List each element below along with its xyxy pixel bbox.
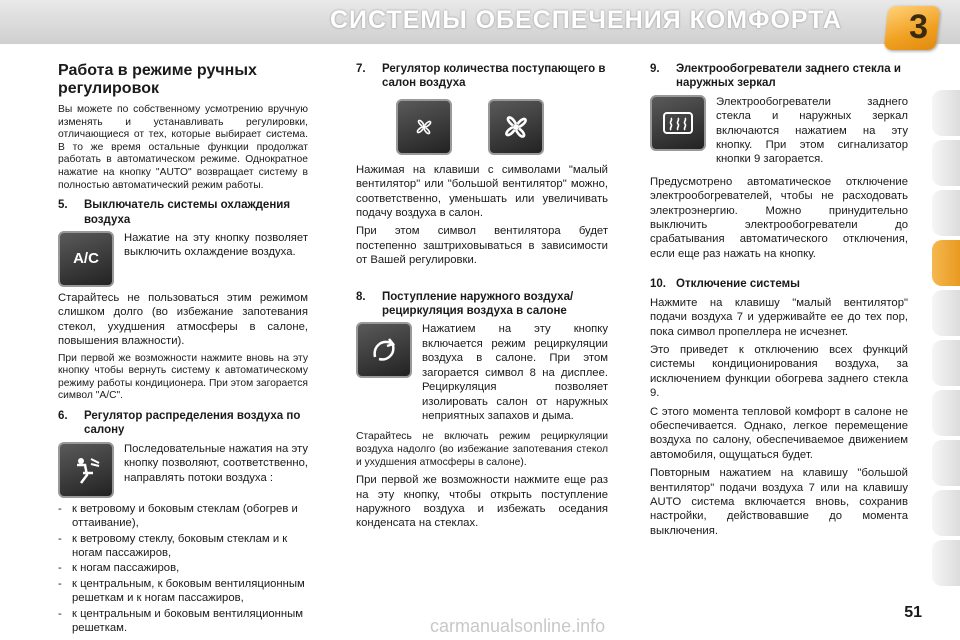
side-tab[interactable] — [932, 140, 960, 186]
rear-defrost-icon — [650, 95, 706, 151]
paragraph: Нажатие на эту кнопку позволяет выключить охлаждение воздуха. — [124, 231, 308, 259]
paragraph: С этого момента тепловой комфорт в салоне не обеспечивается. Однако, легкое перемещение воздуха по салону, обеспечиваемое движением автомобиля, ощущаться будет. — [650, 405, 908, 461]
section-title-text: Выключатель системы охлаждения воздуха — [84, 199, 291, 226]
paragraph: При этом символ вентилятора будет постепенно заштриховываться в зависимости от Вашей регулировки. — [356, 225, 608, 267]
paragraph: Нажимая на клавиши с символами "малый вентилятор" или "большой вентилятор" можно, соответственно, уменьшать или увеличивать подачу воздуха в салон. — [356, 163, 608, 220]
section-9-title — [650, 62, 908, 91]
side-tab[interactable] — [932, 290, 960, 336]
chapter-number: 3 — [909, 8, 928, 46]
paragraph: Электрообогреватели заднего стекла и наружных зеркал включаются нажатием на эту кнопку. При этом сигнализатор кнопки 9 загорается. — [716, 95, 908, 166]
section-7-title — [356, 62, 608, 91]
paragraph: Старайтесь не пользоваться этим режимом слишком долго (во избежание запотевания стекол, ухудшения атмосферы в салоне, повышения влажности). — [58, 291, 308, 348]
ac-button-icon — [58, 231, 114, 287]
section-10-title — [650, 277, 908, 291]
section-heading: Работа в режиме ручных регулировок — [58, 62, 257, 97]
column-1 — [58, 62, 308, 636]
section-title-text: Регулятор распределения воздуха по салону — [84, 409, 301, 437]
list-item: - к центральным, к боковым вентиляционным решеткам и к ногам пассажиров, — [58, 577, 305, 605]
side-tab[interactable] — [932, 390, 960, 436]
rear-defrost-block — [650, 95, 908, 171]
page-number: 51 — [904, 604, 922, 621]
side-tab[interactable] — [932, 90, 960, 136]
paragraph: Повторным нажатием на клавишу "большой вентилятор" подачи воздуха 7 или на клавишу AUTO система включается вновь, сохранив настройки, действовавшие до момента выключения. — [650, 467, 908, 537]
section-number: 7. — [356, 63, 366, 75]
paragraph: Предусмотрено автоматическое отключение электрообогревателей, чтобы не расходовать электроэнергию. Можно принудительно выключить электрообогреватели до срабатывания автоматического отключения, если еще раз нажать на кнопку. — [650, 175, 908, 260]
paragraph: При первой же возможности нажмите еще раз на эту кнопку, чтобы открыть поступление наружного воздуха и избежать оседания конденсата на стеклах. — [356, 474, 608, 530]
section-number: 8. — [356, 290, 366, 303]
recirculation-icon — [356, 322, 412, 378]
paragraph: Нажатием на эту кнопку включается режим рециркуляции воздуха в салоне. При этом загорается символ 8 на дисплее. Рециркуляция позволяет изолировать салон от наружных неприятных запахов и дыма. — [422, 323, 608, 422]
list-item: - к ногам пассажиров, — [58, 562, 180, 575]
small-fan-icon — [396, 99, 452, 155]
list-item: - к центральным и боковым вентиляционным решеткам. — [58, 607, 304, 635]
column-3 — [650, 62, 908, 542]
section-number: 9. — [650, 63, 660, 75]
paragraph: Последовательные нажатия на эту кнопку позволяют, соответственно, направлять потоки воздуха : — [124, 442, 308, 484]
section-6-title — [58, 409, 308, 438]
side-tab[interactable] — [932, 540, 960, 586]
side-tab[interactable] — [932, 190, 960, 236]
fan-buttons — [396, 99, 608, 155]
section-number: 10. — [650, 278, 666, 291]
side-tab-active[interactable] — [932, 240, 960, 286]
ac-icon-label: A/C — [73, 249, 99, 267]
ac-button-block — [58, 231, 308, 287]
air-distribution-icon — [58, 442, 114, 498]
section-number: 6. — [58, 409, 68, 422]
intro-text: Вы можете по собственному усмотрению вручную изменять и устанавливать регулировки, отличающиеся от тех, которые выбирает система. В то же время остальные функции продолжат работать в автоматическом режиме. Однократное нажатие на кнопку "AUTO" возвращает систему в полностью автоматический режим работы. — [58, 104, 308, 191]
page-header — [0, 0, 960, 44]
large-fan-icon — [488, 99, 544, 155]
side-tab[interactable] — [932, 340, 960, 386]
section-title-text: Регулятор количества поступающего в салон воздуха — [382, 63, 606, 90]
section-number: 5. — [58, 199, 68, 212]
column-2 — [356, 62, 608, 535]
paragraph: Нажмите на клавишу "малый вентилятор" подачи воздуха 7 и удерживайте ее до тех пор, пока символ пропеллера не исчезнет. — [650, 296, 908, 338]
list-item: - к ветровому и боковым стеклам (обогрев и оттаивание), — [58, 502, 298, 530]
section-title-text: Электрообогреватели заднего стекла и наружных зеркал — [676, 63, 901, 90]
recirculation-block — [356, 322, 608, 427]
section-title-text: Отключение системы — [676, 278, 800, 291]
air-distribution-block — [58, 442, 308, 498]
chapter-side-tabs — [932, 90, 960, 590]
paragraph: При первой же возможности нажмите вновь на эту кнопку чтобы вернуть систему к автоматическому режиму работы кондиционера. При этом загорается символ "A/C". — [58, 352, 308, 402]
watermark: carmanualsonline.info — [430, 616, 606, 636]
section-5-title — [58, 198, 308, 227]
list-item: - к ветровому стеклу, боковым стеклам и к ногам пассажиров, — [58, 532, 288, 559]
section-title-text: Поступление наружного воздуха/ рециркуляция воздуха в салоне — [382, 290, 574, 318]
side-tab[interactable] — [932, 490, 960, 536]
side-tab[interactable] — [932, 440, 960, 486]
paragraph: Старайтесь не включать режим рециркуляции воздуха надолго (во избежание запотевания стекол и ухудшения атмосферы в салоне). — [356, 431, 608, 468]
page-title: СИСТЕМЫ ОБЕСПЕЧЕНИЯ КОМФОРТА — [329, 6, 842, 34]
section-8-title — [356, 290, 608, 319]
distribution-list — [58, 502, 308, 636]
paragraph: Это приведет к отключению всех функций системы кондиционирования воздуха, за исключением функции обогрева заднего стекла 9. — [650, 343, 908, 400]
